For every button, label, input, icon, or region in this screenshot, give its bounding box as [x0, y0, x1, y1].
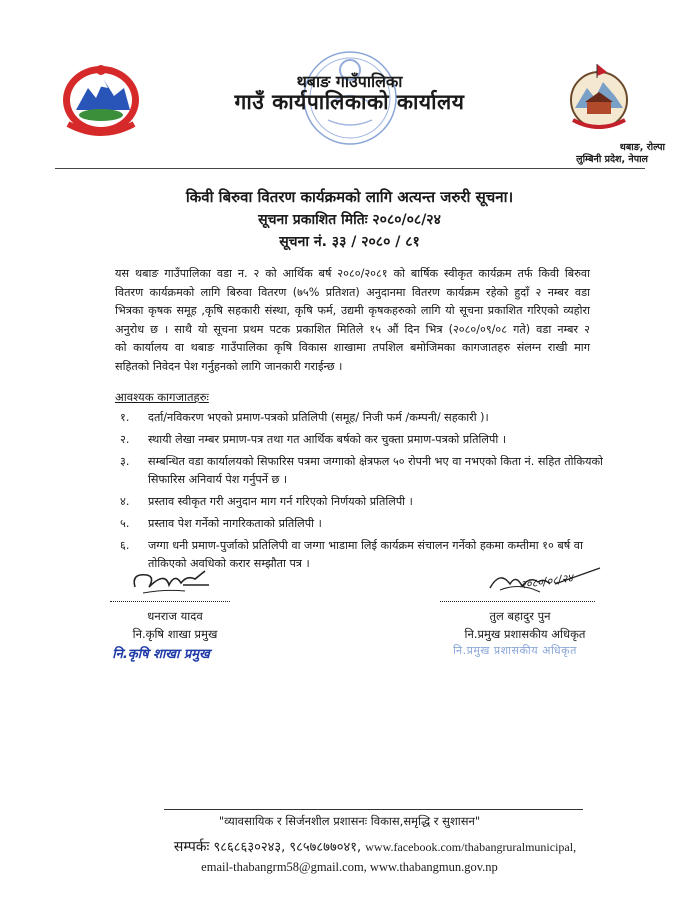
body-line: को कार्यालय वा थबाङ गाउँपालिका कृषि विकास शाखामा तपशिल बमोजिमका कागजातहरु संलग्न राखी माग [115, 341, 590, 354]
list-item [120, 453, 610, 489]
notice-title: किवी बिरुवा वितरण कार्यक्रमको लागि अत्यन्त जरुरी सूचना। [185, 188, 514, 206]
list-item-text: स्थायी लेखा नम्बर प्रमाण-पत्र तथा गत आर्थिक बर्षको कर चुक्ता प्रमाण-पत्रको प्रतिलिपी । [148, 433, 507, 446]
notice-published-date: सूचना प्रकाशित मितिः २०८०/०८/२४ [258, 212, 441, 228]
footer-email-website[interactable]: email-thabangrm58@gmail.com, www.thabangmun.gov.np [201, 860, 498, 874]
list-item [120, 431, 610, 449]
signature-line-left [110, 601, 230, 602]
notice-number: सूचना नं. ३३ / २०८० / ८१ [279, 234, 420, 250]
org-name: थबाङ गाउँपालिका [296, 72, 403, 91]
list-item [120, 515, 610, 533]
requirements-heading: आवश्यक कागजातहरुः [115, 390, 209, 404]
contact-label: सम्पर्कः [173, 839, 210, 855]
left-signature-icon [125, 565, 215, 599]
list-item-number: ४. [120, 495, 130, 508]
list-item-number: ३. [120, 455, 130, 468]
facebook-link[interactable]: www.facebook.com/thabangruralmunicipal, [365, 840, 577, 854]
contact-phones: ९८६८६३०२४३, ९८५७८७७०४१, [213, 840, 362, 855]
body-line: सहितको निवेदन पेश गर्नुहनको लागि जानकारी गराईन्छ । [115, 359, 343, 373]
footer-divider [164, 809, 583, 810]
left-signatory-stamp: नि.कृषि शाखा प्रमुख [112, 647, 210, 662]
list-item-number: २. [120, 433, 130, 446]
address-line-1: थबाङ, रोल्पा [619, 142, 665, 153]
list-item-text: प्रस्ताव स्वीकृत गरी अनुदान माग गर्न गरिएको निर्णयको प्रतिलिपी । [148, 495, 413, 508]
body-line: वितरण कार्यक्रमको लागि बिरुवा वितरण (७५% प्रतिशत) अनुदानमा वितरण कार्यक्रम रहेको हुदाँ २ नम्बर वडा [115, 285, 590, 299]
list-item [120, 493, 610, 511]
header-divider [55, 168, 645, 169]
list-item-number: ६. [120, 539, 130, 552]
footer-slogan: "व्यावसायिक र सिर्जनशील प्रशासनः विकास,समृद्धि र सुशासन" [218, 814, 481, 828]
list-item-number: ५. [120, 517, 130, 530]
right-signatory-stamp: नि.प्रमुख प्रशासकीय अधिकृत [453, 644, 577, 657]
address-line-2: लुम्बिनी प्रदेश, नेपाल [576, 154, 648, 165]
requirements-list [120, 409, 610, 577]
signature-line-right [440, 601, 595, 602]
notice-body [115, 265, 590, 376]
body-line: यस थबाङ गाउँपालिका वडा न. २ को आर्थिक बर्ष २०८०/२०८१ को बार्षिक स्वीकृत कार्यक्रम तर्फ किवी बिरुवा [115, 267, 590, 280]
list-item-text: सम्बन्धित वडा कार्यालयको सिफारिस पत्रमा जग्गाको क्षेत्रफल ५० रोपनी भए वा नभएको किता नं. सहित तोकियको सिफारिस अनिवार्य पेश गर्नुपर्ने छ । [148, 455, 603, 486]
list-item-text: प्रस्ताव पेश गर्नेको नागरिकताको प्रतिलिपी । [148, 517, 322, 530]
list-item [120, 409, 610, 427]
right-signatory-name: तुल बहादुर पुन [489, 609, 551, 623]
left-signatory-name: धनराज यादव [147, 609, 203, 623]
list-item-text: दर्ता/नविकरण भएको प्रमाण-पत्रको प्रतिलिपी (समूह/ निजी फर्म /कम्पनी/ सहकारी )। [148, 411, 489, 424]
body-line: भित्रका कृषक समूह ,कृषि सहकारी संस्था, कृषि फर्म, उद्यमी कृषकहरुको लागि यो सूचना प्रकाशित गरिएको व्यहोरा [115, 304, 590, 317]
body-line: अनुरोध छ । साथै यो सूचना प्रथम पटक प्रकाशित मितिले १५ औं दिन भित्र (२०८०/०९/०८ गते) वडा नम्बर २ [115, 322, 590, 336]
list-item-number: १. [120, 411, 130, 424]
right-signatory-title: नि.प्रमुख प्रशासकीय अधिकृत [464, 627, 586, 641]
left-signatory-title: नि.कृषि शाखा प्रमुख [132, 627, 218, 641]
office-name: गाउँ कार्यपालिकाको कार्यालय [234, 90, 465, 114]
footer-contact [75, 837, 675, 856]
list-item-text: जग्गा धनी प्रमाण-पुर्जाको प्रतिलिपी वा जग्गा भाडामा लिई कार्यक्रम संचालन गर्नेको हकमा कम्तीमा १० बर्ष वा तोकिएको अवधिको करार सम्झौता पत्र । [148, 539, 583, 570]
signature-date: २०८०/०८/२४ [519, 571, 574, 592]
